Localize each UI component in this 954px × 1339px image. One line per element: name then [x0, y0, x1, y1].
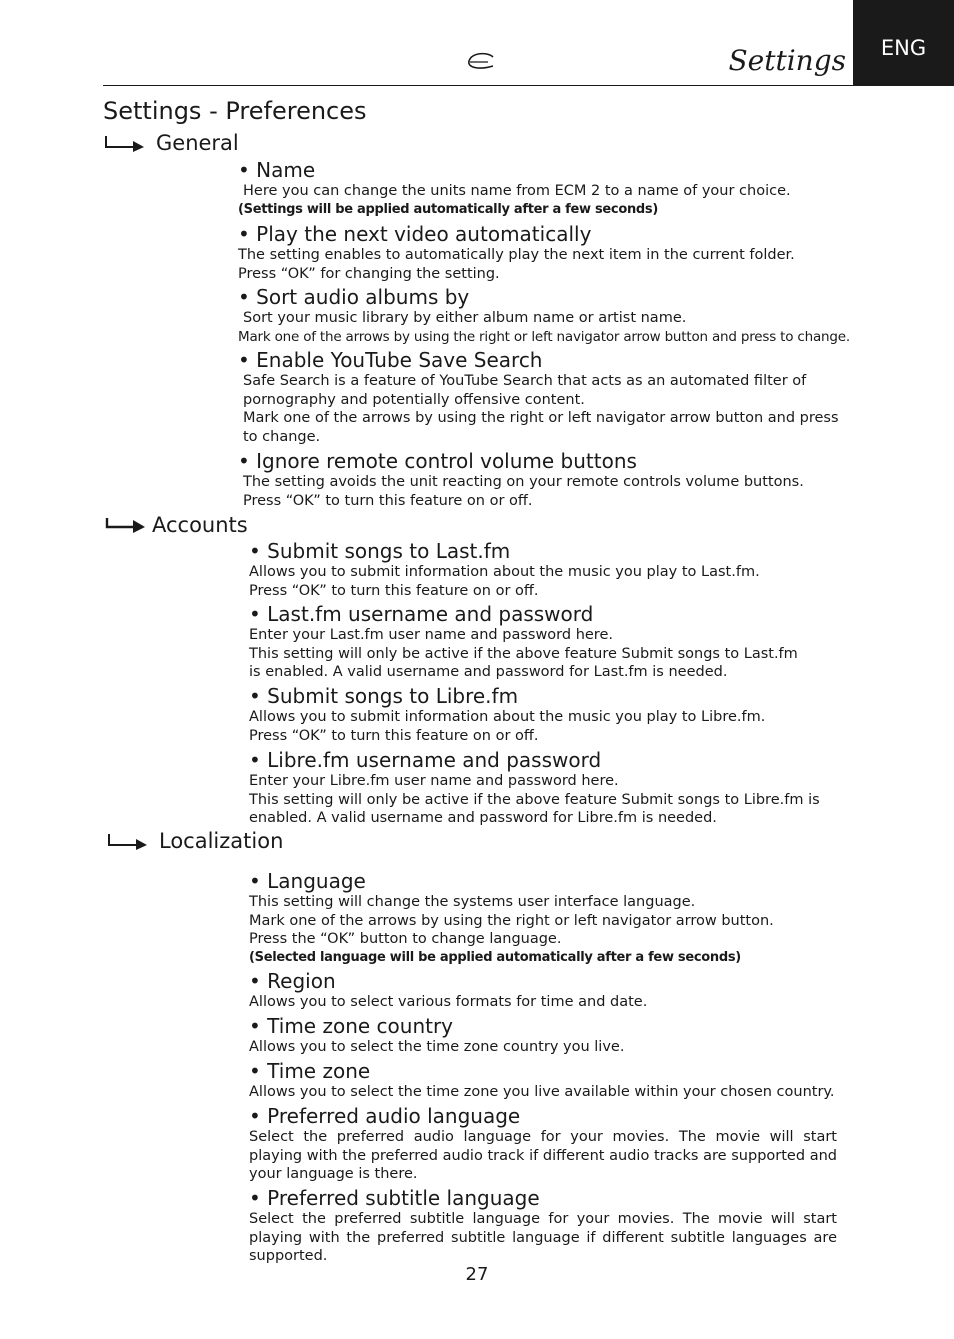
- setting-description: pornography and potentially offensive content.: [243, 391, 585, 408]
- setting-time-zone-country: [249, 1014, 624, 1057]
- setting-description: Allows you to select the time zone country you live.: [249, 1039, 625, 1055]
- setting-title: • Last.fm username and password: [249, 602, 798, 626]
- section-localization: [107, 829, 283, 853]
- running-title: Settings: [728, 44, 846, 77]
- section-label: General: [156, 131, 239, 155]
- setting-title: • Sort audio albums by: [238, 285, 850, 309]
- setting-title: • Ignore remote control volume buttons: [238, 449, 804, 473]
- setting-title: • Region: [249, 969, 647, 993]
- setting-preferred-audio-language: [249, 1104, 837, 1184]
- setting-description: Mark one of the arrows by using the right or left navigator arrow button.: [249, 912, 774, 929]
- setting-preferred-subtitle-language: [249, 1186, 837, 1266]
- setting-title: • Time zone country: [249, 1014, 624, 1038]
- section-label: Localization: [159, 829, 284, 853]
- arrow-right-icon: [104, 516, 146, 534]
- setting-note: (Settings will be applied automatically after a few seconds): [238, 201, 659, 217]
- setting-description: Press “OK” to turn this feature on or off.: [249, 582, 539, 599]
- setting-title: • Preferred subtitle language: [249, 1186, 837, 1210]
- setting-description: Enter your Last.fm user name and password here.: [249, 627, 613, 643]
- setting-description: Safe Search is a feature of YouTube Search that acts as an automated filter of: [243, 373, 807, 389]
- setting-title: • Submit songs to Last.fm: [249, 539, 760, 563]
- setting-description: Press “OK” for changing the setting.: [238, 265, 500, 282]
- setting-play-next-video: [238, 222, 795, 283]
- setting-description: Select the preferred audio language for your movies. The movie will start playing with the preferred audio track if different audio tracks are supported and your language is there.: [249, 1129, 837, 1183]
- setting-title: • Libre.fm username and password: [249, 748, 820, 772]
- setting-librefm-credentials: [249, 748, 820, 828]
- setting-region: [249, 969, 647, 1012]
- setting-title: • Enable YouTube Save Search: [238, 348, 839, 372]
- setting-name: [238, 158, 791, 219]
- setting-title: • Play the next video automatically: [238, 222, 795, 246]
- setting-submit-lastfm: [249, 539, 760, 600]
- setting-title: • Name: [238, 158, 791, 182]
- setting-description: Press “OK” to turn this feature on or off.: [243, 492, 533, 509]
- page-title: Settings - Preferences: [103, 97, 367, 125]
- language-tab: ENG: [853, 0, 954, 86]
- setting-description: Sort your music library by either album name or artist name.: [243, 310, 687, 326]
- section-accounts: [104, 513, 248, 537]
- setting-description: Mark one of the arrows by using the right or left navigator arrow button and press to change.: [238, 328, 850, 345]
- setting-title: • Time zone: [249, 1059, 835, 1083]
- setting-description: Allows you to submit information about the music you play to Libre.fm.: [249, 709, 766, 725]
- section-general: [104, 131, 239, 155]
- setting-description: Allows you to select various formats for time and date.: [249, 994, 648, 1010]
- setting-description: The setting enables to automatically play the next item in the current folder.: [238, 247, 795, 263]
- setting-description: This setting will change the systems user interface language.: [249, 894, 696, 910]
- page-number: 27: [465, 1264, 489, 1285]
- section-label: Accounts: [152, 513, 248, 537]
- setting-description: This setting will only be active if the above feature Submit songs to Last.fm: [249, 645, 798, 662]
- arrow-right-icon: [104, 134, 146, 152]
- setting-submit-librefm: [249, 684, 765, 745]
- setting-sort-audio-albums: [238, 285, 850, 346]
- setting-description: Allows you to submit information about the music you play to Last.fm.: [249, 564, 760, 580]
- setting-title: • Submit songs to Libre.fm: [249, 684, 765, 708]
- setting-language: [249, 869, 774, 968]
- setting-youtube-safe-search: [238, 348, 839, 447]
- setting-description: Allows you to select the time zone you live available within your chosen country.: [249, 1084, 835, 1100]
- setting-title: • Preferred audio language: [249, 1104, 837, 1128]
- setting-description: This setting will only be active if the above feature Submit songs to Libre.fm is: [249, 791, 820, 808]
- setting-description: to change.: [243, 429, 321, 446]
- setting-description: Enter your Libre.fm user name and password here.: [249, 773, 619, 789]
- header-rule: [103, 85, 853, 86]
- setting-title: • Language: [249, 869, 774, 893]
- setting-description: Here you can change the units name from ECM 2 to a name of your choice.: [243, 183, 791, 199]
- setting-description: The setting avoids the unit reacting on your remote controls volume buttons.: [243, 474, 804, 490]
- setting-description: Select the preferred subtitle language for your movies. The movie will start playing with the preferred subtitle language if different subtitle languages are supported.: [249, 1211, 837, 1265]
- setting-description: enabled. A valid username and password for Libre.fm is needed.: [249, 810, 717, 827]
- setting-note: (Selected language will be applied automatically after a few seconds): [249, 950, 741, 966]
- setting-description: Press “OK” to turn this feature on or off.: [249, 727, 539, 744]
- setting-description: Press the “OK” button to change language.: [249, 931, 562, 948]
- setting-lastfm-credentials: [249, 602, 798, 682]
- setting-ignore-remote-volume: [238, 449, 804, 510]
- setting-time-zone: [249, 1059, 835, 1102]
- arrow-right-icon: [107, 832, 149, 850]
- setting-description: Mark one of the arrows by using the right or left navigator arrow button and press: [243, 410, 839, 427]
- setting-description: is enabled. A valid username and password for Last.fm is needed.: [249, 664, 728, 681]
- script-e-logo: [466, 52, 496, 76]
